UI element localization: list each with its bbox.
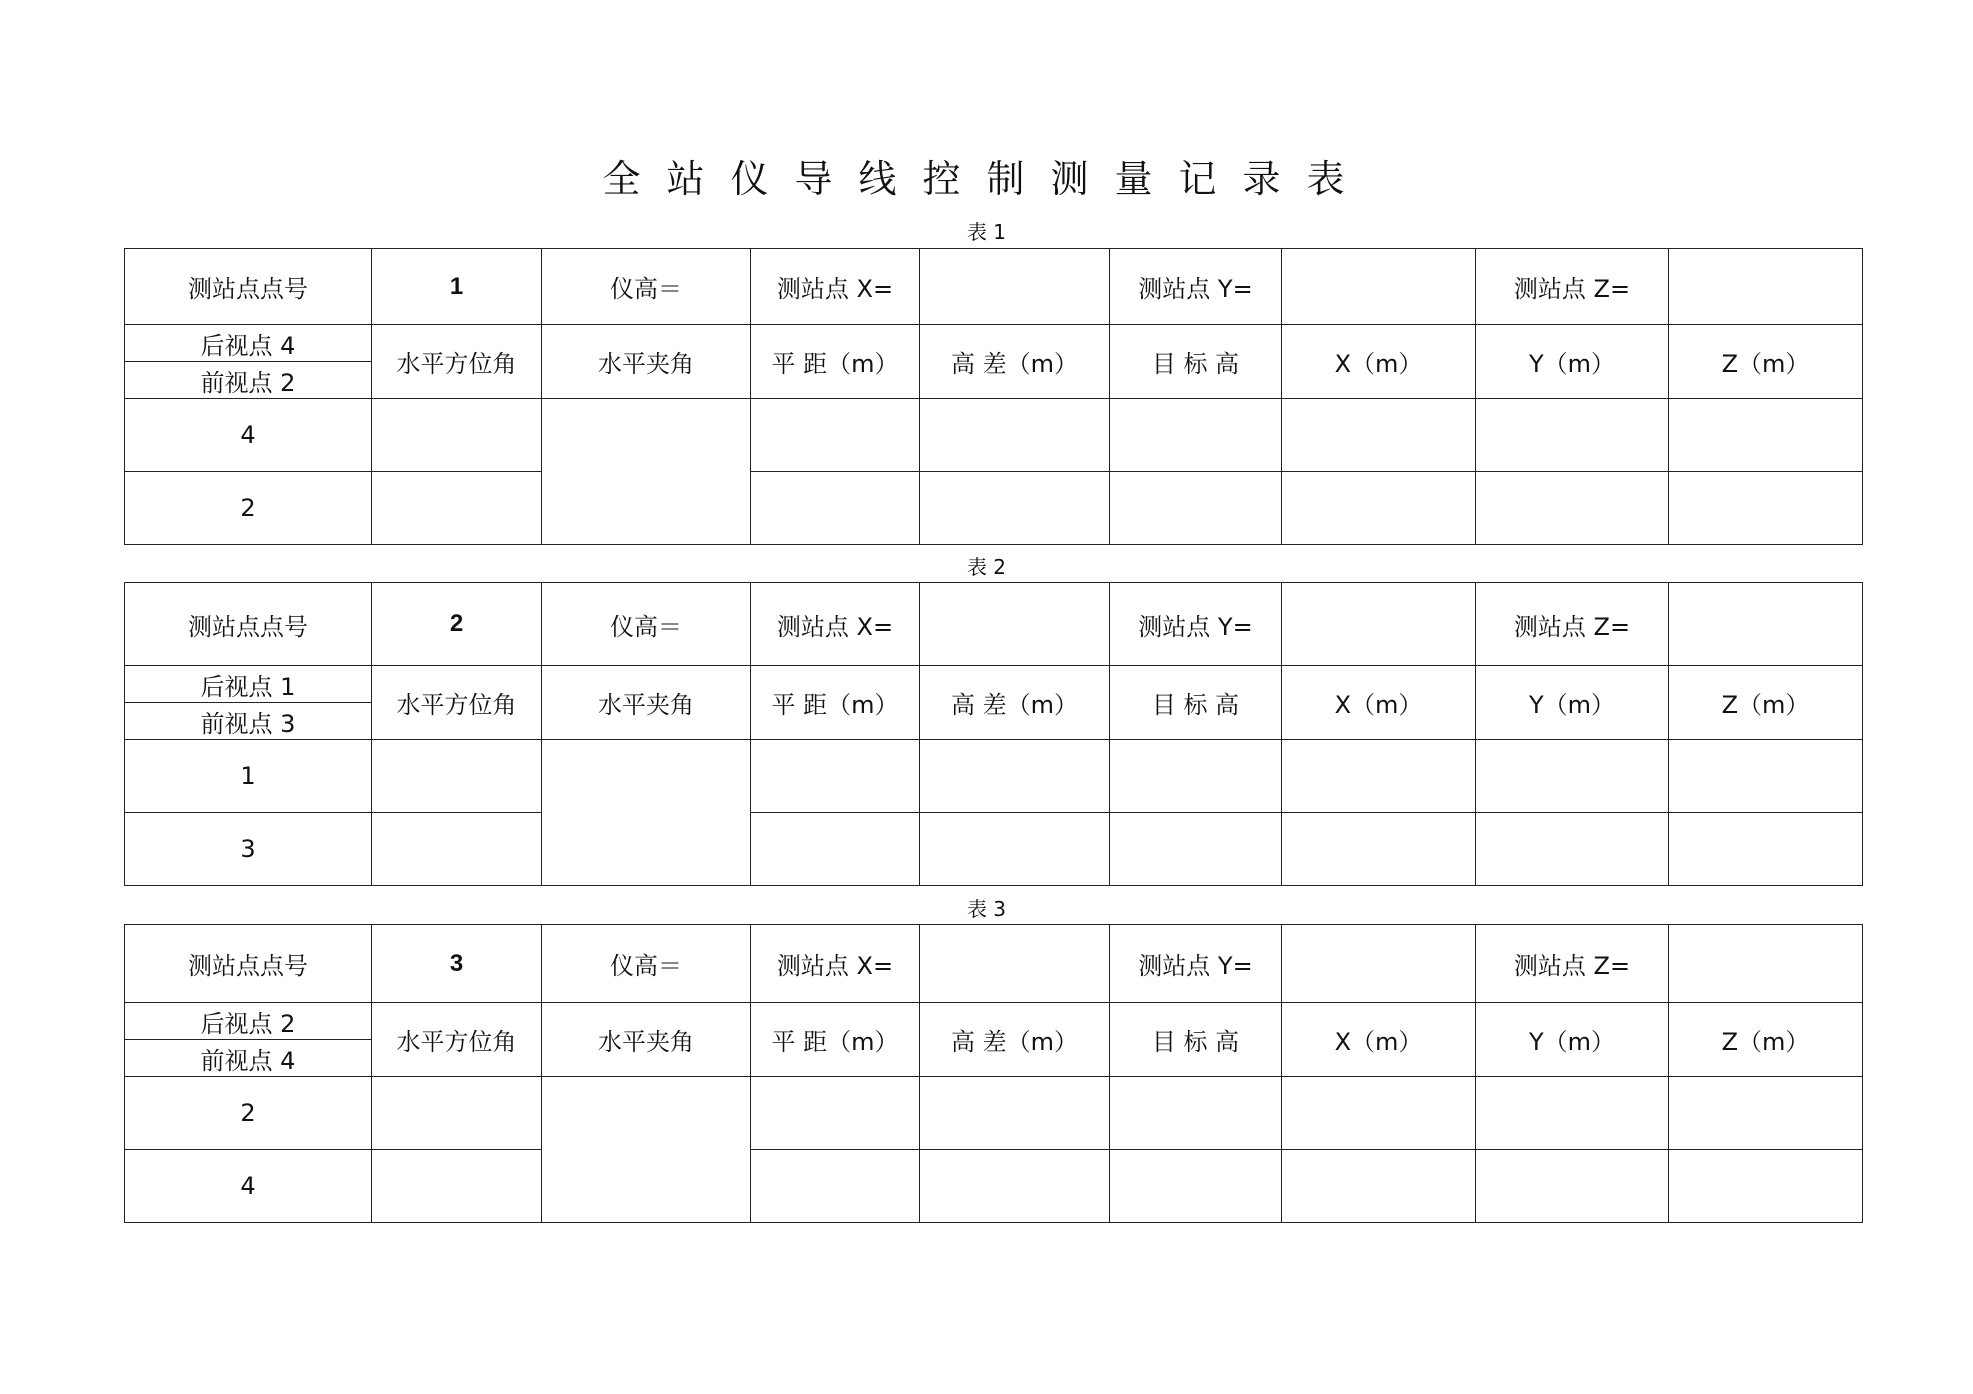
- table-caption: 表 3: [966, 897, 1007, 921]
- y-cell[interactable]: [1476, 399, 1669, 472]
- target-height-cell[interactable]: [1110, 472, 1282, 545]
- azimuth-cell[interactable]: [372, 740, 542, 813]
- height-diff-header: 高 差（m）: [920, 325, 1110, 399]
- y-header: Y（m）: [1476, 1003, 1669, 1077]
- point-label: 1: [125, 740, 372, 813]
- instrument-height-label: 仪高＝: [542, 583, 751, 666]
- point-label: 2: [125, 1077, 372, 1150]
- backsight-label: 后视点 1: [125, 666, 372, 703]
- x-header: X（m）: [1282, 325, 1476, 399]
- height-diff-cell[interactable]: [920, 472, 1110, 545]
- y-cell[interactable]: [1476, 1150, 1669, 1223]
- station-no-label: 测站点点号: [125, 925, 372, 1003]
- azimuth-cell[interactable]: [372, 1150, 542, 1223]
- z-cell[interactable]: [1669, 399, 1863, 472]
- survey-table-3: [124, 924, 1863, 1223]
- z-header: Z（m）: [1669, 1003, 1863, 1077]
- height-diff-header: 高 差（m）: [920, 1003, 1110, 1077]
- station-z-label: 测站点 Z=: [1476, 925, 1669, 1003]
- angle-cell[interactable]: [542, 740, 751, 886]
- height-diff-cell[interactable]: [920, 1077, 1110, 1150]
- x-header: X（m）: [1282, 1003, 1476, 1077]
- horizontal-distance-header: 平 距（m）: [751, 666, 920, 740]
- foresight-label: 前视点 3: [125, 703, 372, 740]
- station-x-label: 测站点 X=: [751, 925, 920, 1003]
- x-cell[interactable]: [1282, 813, 1476, 886]
- z-cell[interactable]: [1669, 1150, 1863, 1223]
- target-height-header: 目 标 高: [1110, 325, 1282, 399]
- station-no-label: 测站点点号: [125, 583, 372, 666]
- azimuth-cell[interactable]: [372, 1077, 542, 1150]
- z-cell[interactable]: [1669, 813, 1863, 886]
- horizontal-distance-header: 平 距（m）: [751, 325, 920, 399]
- x-cell[interactable]: [1282, 472, 1476, 545]
- station-number: 3: [372, 925, 542, 1003]
- horizontal-azimuth-header: 水平方位角: [372, 325, 542, 399]
- page-title: 全站仪导线控制测量记录表: [602, 157, 1371, 201]
- point-label: 2: [125, 472, 372, 545]
- backsight-label: 后视点 4: [125, 325, 372, 362]
- target-height-header: 目 标 高: [1110, 666, 1282, 740]
- angle-cell[interactable]: [542, 399, 751, 545]
- station-y-label: 测站点 Y=: [1110, 583, 1282, 666]
- point-label: 3: [125, 813, 372, 886]
- target-height-header: 目 标 高: [1110, 1003, 1282, 1077]
- instrument-height-label: 仪高＝: [542, 249, 751, 325]
- station-z-value[interactable]: [1669, 249, 1863, 325]
- horizontal-azimuth-header: 水平方位角: [372, 666, 542, 740]
- z-header: Z（m）: [1669, 666, 1863, 740]
- height-diff-header: 高 差（m）: [920, 666, 1110, 740]
- distance-cell[interactable]: [751, 1077, 920, 1150]
- target-height-cell[interactable]: [1110, 1077, 1282, 1150]
- target-height-cell[interactable]: [1110, 813, 1282, 886]
- azimuth-cell[interactable]: [372, 813, 542, 886]
- survey-table-2: [124, 582, 1863, 886]
- x-header: X（m）: [1282, 666, 1476, 740]
- station-z-label: 测站点 Z=: [1476, 249, 1669, 325]
- table-caption: 表 1: [966, 220, 1007, 244]
- height-diff-cell[interactable]: [920, 813, 1110, 886]
- distance-cell[interactable]: [751, 399, 920, 472]
- y-header: Y（m）: [1476, 325, 1669, 399]
- table-caption: 表 2: [966, 555, 1007, 579]
- station-z-value[interactable]: [1669, 583, 1863, 666]
- angle-cell[interactable]: [542, 1077, 751, 1223]
- station-x-value[interactable]: [920, 925, 1110, 1003]
- station-x-label: 测站点 X=: [751, 249, 920, 325]
- station-y-label: 测站点 Y=: [1110, 249, 1282, 325]
- station-y-value[interactable]: [1282, 249, 1476, 325]
- y-header: Y（m）: [1476, 666, 1669, 740]
- horizontal-distance-header: 平 距（m）: [751, 1003, 920, 1077]
- station-x-label: 测站点 X=: [751, 583, 920, 666]
- station-number: 1: [372, 249, 542, 325]
- instrument-height-label: 仪高＝: [542, 925, 751, 1003]
- azimuth-cell[interactable]: [372, 399, 542, 472]
- station-z-value[interactable]: [1669, 925, 1863, 1003]
- station-number: 2: [372, 583, 542, 666]
- x-cell[interactable]: [1282, 399, 1476, 472]
- y-cell[interactable]: [1476, 740, 1669, 813]
- target-height-cell[interactable]: [1110, 1150, 1282, 1223]
- target-height-cell[interactable]: [1110, 399, 1282, 472]
- backsight-label: 后视点 2: [125, 1003, 372, 1040]
- z-cell[interactable]: [1669, 740, 1863, 813]
- survey-table-1: [124, 248, 1863, 545]
- z-cell[interactable]: [1669, 472, 1863, 545]
- height-diff-cell[interactable]: [920, 740, 1110, 813]
- station-y-label: 测站点 Y=: [1110, 925, 1282, 1003]
- distance-cell[interactable]: [751, 472, 920, 545]
- foresight-label: 前视点 4: [125, 1040, 372, 1077]
- height-diff-cell[interactable]: [920, 1150, 1110, 1223]
- horizontal-angle-header: 水平夹角: [542, 1003, 751, 1077]
- z-cell[interactable]: [1669, 1077, 1863, 1150]
- target-height-cell[interactable]: [1110, 740, 1282, 813]
- y-cell[interactable]: [1476, 813, 1669, 886]
- station-y-value[interactable]: [1282, 583, 1476, 666]
- station-z-label: 测站点 Z=: [1476, 583, 1669, 666]
- point-label: 4: [125, 1150, 372, 1223]
- azimuth-cell[interactable]: [372, 472, 542, 545]
- station-no-label: 测站点点号: [125, 249, 372, 325]
- y-cell[interactable]: [1476, 1077, 1669, 1150]
- station-x-value[interactable]: [920, 249, 1110, 325]
- horizontal-angle-header: 水平夹角: [542, 325, 751, 399]
- height-diff-cell[interactable]: [920, 399, 1110, 472]
- x-cell[interactable]: [1282, 1077, 1476, 1150]
- station-y-value[interactable]: [1282, 925, 1476, 1003]
- station-x-value[interactable]: [920, 583, 1110, 666]
- foresight-label: 前视点 2: [125, 362, 372, 399]
- x-cell[interactable]: [1282, 1150, 1476, 1223]
- z-header: Z（m）: [1669, 325, 1863, 399]
- distance-cell[interactable]: [751, 813, 920, 886]
- point-label: 4: [125, 399, 372, 472]
- distance-cell[interactable]: [751, 740, 920, 813]
- horizontal-azimuth-header: 水平方位角: [372, 1003, 542, 1077]
- distance-cell[interactable]: [751, 1150, 920, 1223]
- y-cell[interactable]: [1476, 472, 1669, 545]
- x-cell[interactable]: [1282, 740, 1476, 813]
- horizontal-angle-header: 水平夹角: [542, 666, 751, 740]
